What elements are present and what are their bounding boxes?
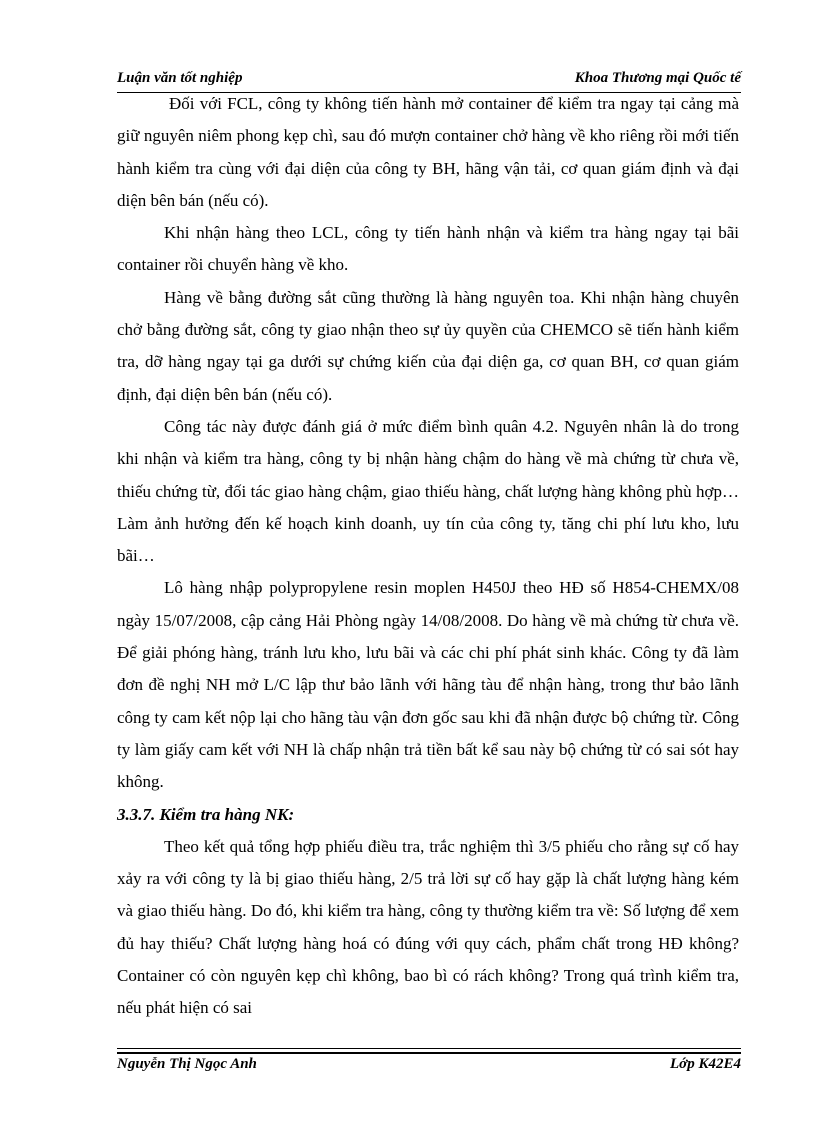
paragraph-railway: Hàng về bằng đường sắt cũng thường là hàng nguyên toa. Khi nhận hàng chuyên chở bằng đường sắt, công ty giao nhận theo sự ủy quyền của CHEMCO sẽ tiến hành kiểm tra, dỡ hàng ngay tại ga dưới sự chứng kiến của đại diện ga, cơ quan BH, cơ quan giám định, đại diện bên bán (nếu có).	[117, 287, 739, 404]
footer-class: Lớp K42E4	[670, 1056, 741, 1072]
section-heading: 3.3.7. Kiểm tra hàng NK:	[117, 804, 295, 824]
footer-divider-thick	[117, 1052, 741, 1054]
header-thesis-label: Luận văn tốt nghiệp	[117, 70, 243, 86]
page-footer	[117, 1056, 741, 1078]
paragraph-lcl: Khi nhận hàng theo LCL, công ty tiến hành nhận và kiểm tra hàng ngay tại bãi container rồi chuyển hàng về kho.	[117, 223, 739, 275]
footer-divider-thin	[117, 1048, 741, 1049]
header-faculty-label: Khoa Thương mại Quốc tế	[574, 70, 741, 86]
paragraph-evaluation: Công tác này được đánh giá ở mức điểm bình quân 4.2. Nguyên nhân là do trong khi nhận và kiểm tra hàng, công ty bị nhận hàng chậm do hàng về mà chứng từ chưa về, thiếu chứng từ, đối tác giao hàng chậm, giao thiếu hàng, chất lượng hàng không phù hợp… Làm ảnh hưởng đến kế hoạch kinh doanh, uy tín của công ty, tăng chi phí lưu kho, lưu bãi…	[117, 416, 739, 566]
footer-author: Nguyễn Thị Ngọc Anh	[117, 1056, 257, 1072]
paragraph-fcl: Đối với FCL, công ty không tiến hành mở container để kiểm tra ngay tại cảng mà giữ nguyên niêm phong kẹp chì, sau đó mượn container chở hàng về kho riêng rồi mới tiến hành kiểm tra cùng với đại diện của công ty BH, hãng vận tải, cơ quan giám định và đại diện bên bán (nếu có).	[117, 94, 739, 210]
paragraph-example-shipment: Lô hàng nhập polypropylene resin moplen H450J theo HĐ số H854-CHEMX/08 ngày 15/07/2008, cập cảng Hải Phòng ngày 14/08/2008. Do hàng về mà chứng từ chưa về. Để giải phóng hàng, tránh lưu kho, lưu bãi và các chi phí phát sinh khác. Công ty đã làm đơn đề nghị NH mở L/C lập thư bảo lãnh với hãng tàu để nhận hàng, trong thư bảo lãnh công ty cam kết nộp lại cho hãng tàu vận đơn gốc sau khi đã nhận được bộ chứng từ. Công ty làm giấy cam kết với NH là chấp nhận trả tiền bất kể sau này bộ chứng từ có sai sót hay không.	[117, 578, 739, 792]
paragraph-inspection: Theo kết quả tổng hợp phiếu điều tra, trắc nghiệm thì 3/5 phiếu cho rằng sự cố hay xảy ra với công ty là bị giao thiếu hàng, 2/5 trả lời sự cố hay gặp là chất lượng hàng kém và giao thiếu hàng. Do đó, khi kiểm tra hàng, công ty thường kiểm tra về: Số lượng để xem đủ hay thiếu? Chất lượng hàng hoá có đúng với quy cách, phẩm chất trong HĐ không? Container có còn nguyên kẹp chì không, bao bì có rách không? Trong quá trình kiểm tra, nếu phát hiện có sai	[117, 836, 739, 1018]
document-body	[117, 88, 739, 1025]
